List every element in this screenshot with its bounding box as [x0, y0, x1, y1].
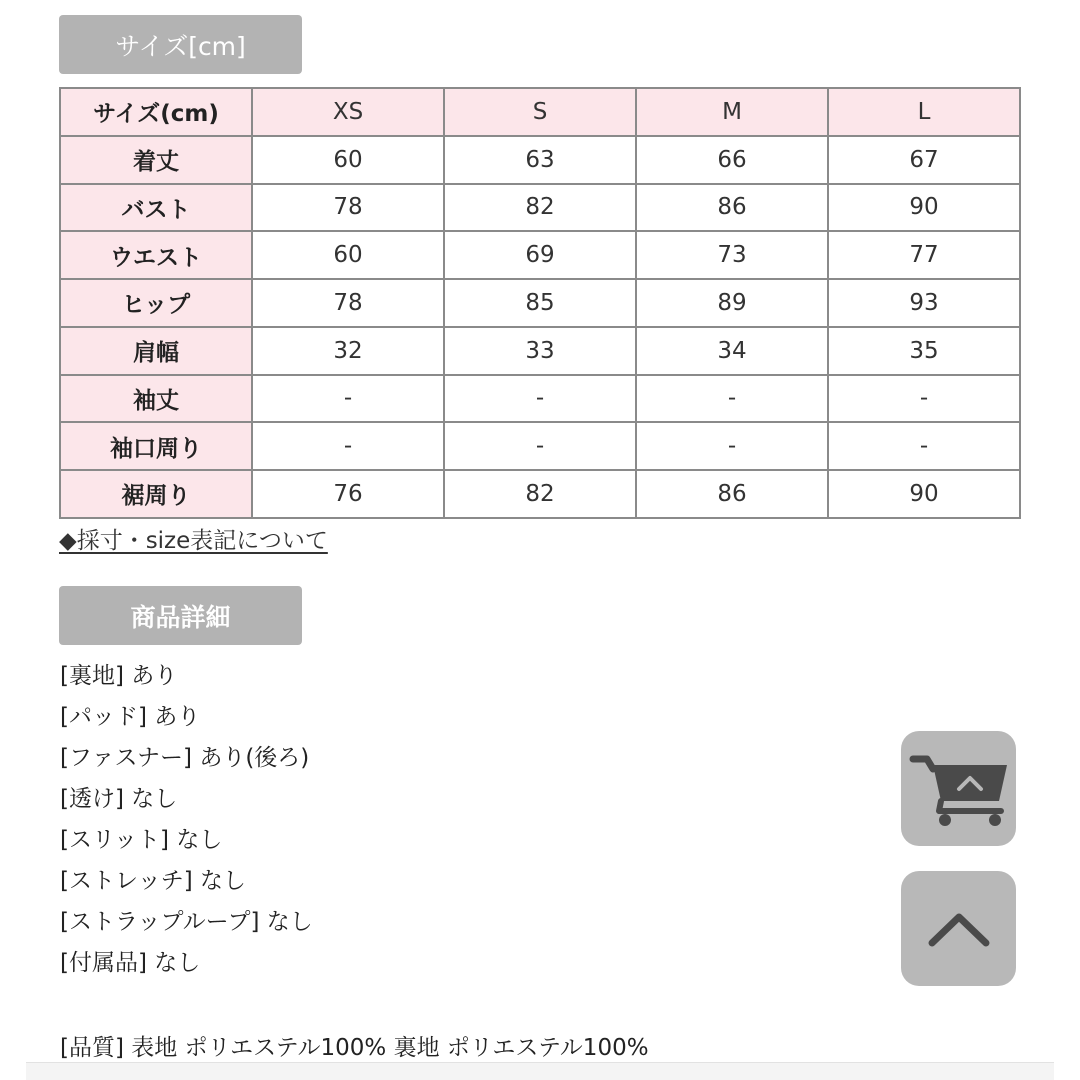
size-table-header-row	[60, 88, 1020, 136]
size-cell: -	[828, 375, 1020, 423]
detail-line: [ストレッチ] なし	[60, 868, 247, 894]
size-row-label: 袖丈	[60, 375, 252, 423]
size-table-row	[60, 184, 1020, 232]
size-column-header: M	[636, 88, 828, 136]
size-section-heading[interactable]	[59, 15, 302, 74]
detail-line: [ファスナー] あり(後ろ)	[60, 745, 310, 771]
size-cell: 86	[636, 470, 828, 518]
size-cell: 67	[828, 136, 1020, 184]
chevron-up-icon	[927, 909, 991, 949]
size-column-header: XS	[252, 88, 444, 136]
size-cell: -	[636, 375, 828, 423]
size-cell: 73	[636, 231, 828, 279]
size-cell: 77	[828, 231, 1020, 279]
detail-line: [透け] なし	[60, 786, 178, 812]
size-row-label: 肩幅	[60, 327, 252, 375]
size-cell: 90	[828, 470, 1020, 518]
size-row-label: バスト	[60, 184, 252, 232]
size-table-row	[60, 375, 1020, 423]
detail-line: [パッド] あり	[60, 704, 201, 730]
size-cell: 60	[252, 231, 444, 279]
detail-line: [ストラップループ] なし	[60, 909, 313, 935]
size-row-label: ウエスト	[60, 231, 252, 279]
cart-button[interactable]	[901, 731, 1016, 846]
detail-section-heading-label: 商品詳細	[130, 602, 231, 632]
size-cell: 66	[636, 136, 828, 184]
quality-line: [品質] 表地 ポリエステル100% 裏地 ポリエステル100%	[60, 1035, 649, 1061]
detail-line: [付属品] なし	[60, 950, 201, 976]
size-cell: 76	[252, 470, 444, 518]
size-note-link[interactable]: ◆採寸・size表記について	[59, 528, 328, 554]
bottom-strip	[26, 1062, 1054, 1080]
size-cell: -	[444, 422, 636, 470]
size-cell: 82	[444, 470, 636, 518]
size-cell: -	[828, 422, 1020, 470]
size-table-row	[60, 136, 1020, 184]
size-row-label: 裾周り	[60, 470, 252, 518]
detail-line: [裏地] あり	[60, 663, 178, 689]
size-cell: -	[636, 422, 828, 470]
size-cell: 60	[252, 136, 444, 184]
size-table-corner: サイズ(cm)	[60, 88, 252, 136]
detail-section-heading[interactable]	[59, 586, 302, 645]
size-cell: 78	[252, 279, 444, 327]
size-row-label: ヒップ	[60, 279, 252, 327]
size-table-row	[60, 279, 1020, 327]
size-cell: 90	[828, 184, 1020, 232]
size-table-row	[60, 231, 1020, 279]
cart-up-icon	[909, 749, 1009, 829]
size-cell: -	[444, 375, 636, 423]
size-table-row	[60, 327, 1020, 375]
size-table-row	[60, 470, 1020, 518]
size-row-label: 袖口周り	[60, 422, 252, 470]
size-column-header: S	[444, 88, 636, 136]
detail-list	[60, 660, 313, 988]
size-cell: 32	[252, 327, 444, 375]
scroll-top-button[interactable]	[901, 871, 1016, 986]
size-column-header: L	[828, 88, 1020, 136]
size-cell: -	[252, 422, 444, 470]
size-cell: 89	[636, 279, 828, 327]
size-cell: 82	[444, 184, 636, 232]
size-cell: 86	[636, 184, 828, 232]
size-section-heading-label: サイズ[cm]	[115, 31, 246, 61]
size-cell: 35	[828, 327, 1020, 375]
size-row-label: 着丈	[60, 136, 252, 184]
detail-line: [スリット] なし	[60, 827, 223, 853]
size-cell: 33	[444, 327, 636, 375]
size-cell: 63	[444, 136, 636, 184]
size-cell: 93	[828, 279, 1020, 327]
size-table	[59, 87, 1021, 519]
size-table-row	[60, 422, 1020, 470]
size-cell: 34	[636, 327, 828, 375]
size-cell: 69	[444, 231, 636, 279]
size-cell: 78	[252, 184, 444, 232]
size-cell: 85	[444, 279, 636, 327]
size-cell: -	[252, 375, 444, 423]
